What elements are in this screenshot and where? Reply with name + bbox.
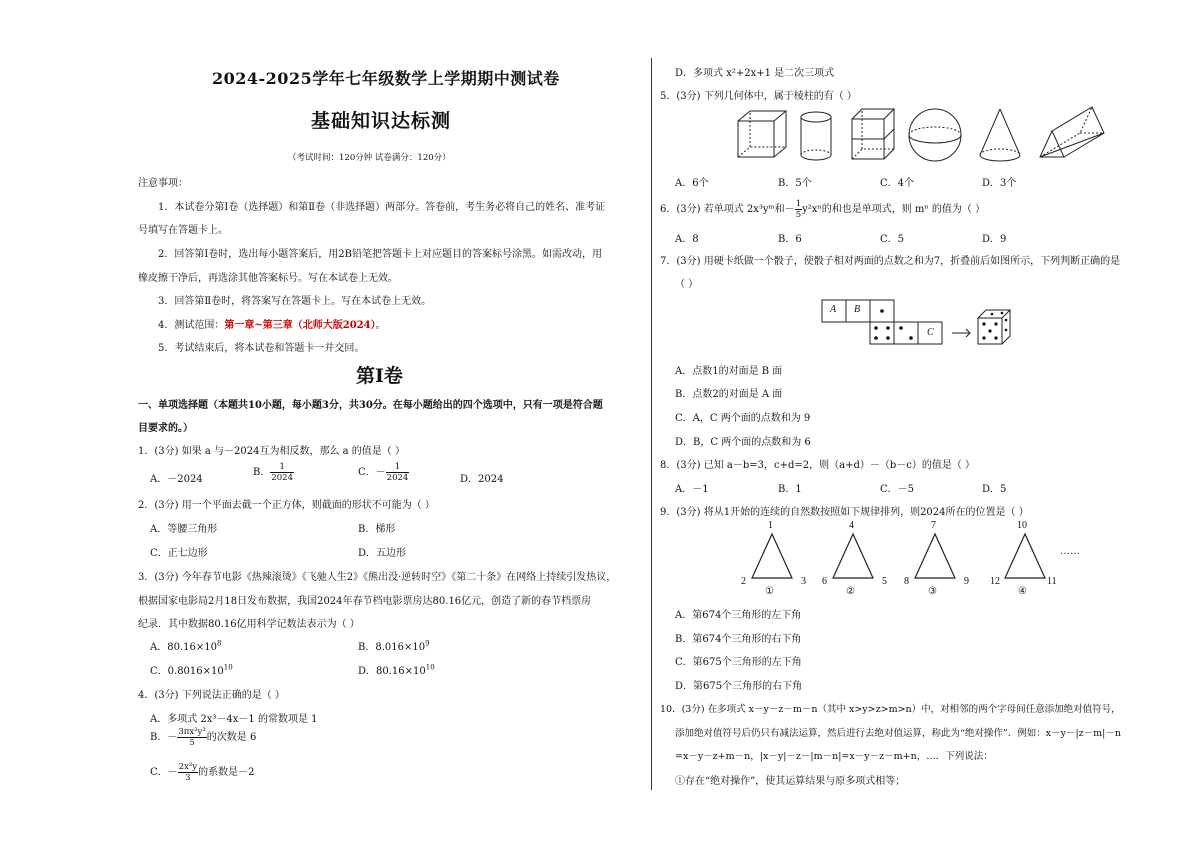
q7-option-d: D．B，C 两个面的点数和为 6 [675,437,811,448]
q4-option-c-suffix: 的系数是－2 [198,767,255,778]
notice-item-4-prefix: 4．测试范围： [158,320,225,331]
q3-option-d-base: D．80.16×10 [358,666,426,677]
q7-dice-net-figure [820,298,1020,350]
q8-option-b: B．1 [778,484,802,495]
section-intro-a: 一、单项选择题（本题共10小题，每小题3分，共30分。在每小题给出的四个选项中，只有一项是符合题 [138,400,603,411]
fraction-denominator: 3 [185,773,191,783]
fraction-denominator: 5 [795,210,802,220]
section-intro-b: 目要求的。） [138,423,193,434]
tri1-label: ① [765,586,774,597]
exam-title: 2024-2025学年七年级数学上学期期中测试卷 [212,69,560,88]
tri3-left: 8 [904,576,909,587]
exam-info: （考试时间：120分钟 试卷满分：120分） [288,153,451,163]
q2-option-c: C．正七边形 [150,548,208,559]
net-cell-c: C [927,327,934,338]
test-scope: 第一章~第三章（北师大版2024） [224,320,376,331]
fraction-numerator: 1 [270,462,294,473]
q1-option-b-prefix: B． [253,467,271,478]
q4-option-a: A．多项式 2x³－4x－1 的常数项是 1 [150,714,318,725]
q6-stem [660,199,985,220]
q9-option-d: D．第675个三角形的右下角 [675,681,803,692]
q8-option-c: C．－5 [880,484,915,495]
tri2-label: ② [846,586,855,597]
q6-option-b: B．6 [778,234,802,245]
q10-stem-c: =x－y－z+m－n，|x－y|－z－|m－n|=x－y－z－m+n，…．下列说法： [675,751,993,762]
q1-option-c-prefix: C．－ [358,467,386,478]
exponent: 8 [216,639,222,648]
q3-option-c-base: C．0.8016×10 [150,666,224,677]
cone-icon [980,109,1020,161]
q6-fraction [795,199,802,220]
triangular-prism-icon [1040,107,1104,157]
q4-option-c [150,762,254,783]
tri1-left: 2 [741,576,746,587]
q6-option-c: C．5 [880,234,905,245]
q8-stem: 8．(3分) 已知 a－b=3，c+d=2，则（a+d）－（b－c）的值是（ ） [660,460,976,471]
tri2-top: 4 [849,520,854,531]
net-cell-b: B [854,304,861,315]
tri4-left: 12 [990,576,1000,587]
cube-icon [738,111,786,157]
tri1-right: 3 [801,576,806,587]
q6-stem-suffix: y²xⁿ的和也是单项式，则 mⁿ 的值为（ ） [802,204,986,215]
q9-stem: 9．(3分) 将从1开始的连续的自然数按照如下规律排列，则2024所在的位置是（ ） [660,507,1029,518]
fraction-numerator: 3πx²y³ [178,727,206,737]
notice-item-2a: 2．回答第Ⅰ卷时，选出每小题答案后，用2B铅笔把答题卡上对应题目的答案标号涂黑。如需改动，用 [158,249,603,260]
q3-stem-c: 纪录．其中数据80.16亿用科学记数法表示为（ ） [138,619,360,630]
exponent: 10 [223,663,233,672]
tri3-label: ③ [928,586,937,597]
q7-option-a: A．点数1的对面是 B 面 [675,366,783,377]
q3-option-d [358,662,435,677]
prism-icon [852,109,894,159]
q4-option-b-fraction [177,727,206,748]
q7-stem-a: 7．(3分) 用硬卡纸做一个骰子，使骰子相对两面的点数之和为7，折叠前后如图所示，下列判断正确的是 [660,256,1121,267]
q1-option-c [358,462,409,483]
q2-stem: 2．(3分) 用一个平面去截一个正方体，则截面的形状不可能为（ ） [138,500,435,511]
q4-option-c-prefix: C．－ [150,767,178,778]
tri3-right: 9 [964,576,969,587]
exponent: 10 [425,663,435,672]
q6-option-a: A．8 [675,234,699,245]
q7-option-b: B．点数2的对面是 A 面 [675,389,783,400]
column-divider [651,58,652,790]
q9-option-c: C．第675个三角形的左下角 [675,657,802,668]
q5-solids-figure [730,105,1110,165]
tri2-left: 6 [822,576,827,587]
q4-option-b-prefix: B．－ [150,732,178,743]
notice-item-4 [158,316,386,331]
q1-option-d: D．2024 [460,474,504,485]
q9-option-b: B．第674个三角形的右下角 [675,634,802,645]
q1-option-b-fraction [270,462,294,483]
q3-option-a-base: A．80.16×10 [150,642,217,653]
q9-option-a: A．第674个三角形的左下角 [675,610,802,621]
fraction-numerator: 1 [795,199,802,209]
q5-option-c: C．4个 [880,178,915,189]
tri4-top: 10 [1017,520,1027,531]
tri3-top: 7 [931,520,936,531]
q3-stem-a: 3．(3分) 今年春节电影《热辣滚烫》《飞驰人生2》《熊出没·逆转时空》《第二十条》在网络上持续引发热议， [138,572,617,583]
q2-option-b: B．梯形 [358,524,396,535]
q1-option-c-fraction [386,462,410,483]
q6-stem-prefix: 6．(3分) 若单项式 2x³yᵐ和－ [660,204,795,215]
q4-option-b [150,727,256,748]
q2-option-d: D．五边形 [358,548,407,559]
fraction-denominator: 2024 [386,473,409,483]
q1-option-a: A．－2024 [150,474,203,485]
tri2-right: 5 [882,576,887,587]
q7-option-c: C．A，C 两个面的点数和为 9 [675,413,811,424]
arrow-icon [952,329,970,337]
net-cell-a: A [830,304,837,315]
tri4-right: 11 [1047,576,1057,587]
tri1-top: 1 [768,520,773,531]
tri-ellipsis: …… [1060,546,1080,557]
q5-stem: 5．(3分) 下列几何体中，属于棱柱的有（ ） [660,91,857,102]
notice-item-1a: 1．本试卷分第Ⅰ卷（选择题）和第Ⅱ卷（非选择题）两部分。答卷前，考生务必将自己的姓名、准考证 [158,202,606,213]
notice-heading: 注意事项： [138,178,188,189]
fraction-denominator: 2024 [271,473,293,483]
q3-option-a [150,638,221,653]
q2-option-a: A．等腰三角形 [150,524,218,535]
q1-stem: 1．(3分) 如果 a 与－2024互为相反数，那么 a 的值是（ ） [138,446,405,457]
q9-triangles-figure [740,530,1060,582]
exponent: 9 [425,639,430,648]
q3-option-b-base: B．8.016×10 [358,642,426,653]
q5-option-d: D．3个 [982,178,1017,189]
q4-option-c-fraction [178,762,198,783]
q3-option-b [358,638,430,653]
notice-item-2b: 橡皮擦干净后，再选涂其他答案标号。写在本试卷上无效。 [138,273,398,284]
q10-stem-b: 添加绝对值符号后仍只有减法运算，然后进行去绝对值运算，称此为“绝对操作”．例如：x－y－|z－m|－n [675,728,1121,739]
cylinder-icon [801,112,831,160]
q3-option-c [150,662,233,677]
q7-stem-b: （ ） [675,279,699,290]
fraction-numerator: 1 [386,462,410,473]
q8-option-d: D．5 [982,484,1007,495]
fraction-numerator: 2x²y [178,762,198,772]
q4-option-d: D．多项式 x²+2x+1 是二次三项式 [675,68,835,79]
q1-option-b [253,462,294,483]
exam-subtitle: 基础知识达标测 [311,110,452,132]
notice-item-5: 5．考试结束后，将本试卷和答题卡一并交回。 [158,343,365,354]
q5-option-a: A．6个 [675,178,709,189]
q10-stem-a: 10．(3分) 在多项式 x－y－z－m－n（其中 x>y>z>m>n）中，对相邻的两个字母间任意添加绝对值符号， [660,704,1121,715]
q4-option-b-suffix: 的次数是 6 [206,732,257,743]
q6-option-d: D．9 [982,234,1007,245]
q3-stem-b: 根据国家电影局2月18日发布数据，我国2024年春节档电影票房达80.16亿元，创造了新的春节档票房 [138,596,592,607]
q10-item-1: ①存在“绝对操作”，使其运算结果与原多项式相等； [675,776,906,787]
q8-option-a: A．－1 [675,484,709,495]
notice-item-4-suffix: 。 [375,320,386,331]
section-heading: 第Ⅰ卷 [356,365,403,387]
notice-item-1b: 号填写在答题卡上。 [138,225,228,236]
fraction-denominator: 5 [189,738,195,748]
notice-item-3: 3．回答第Ⅱ卷时，将答案写在答题卡上。写在本试卷上无效。 [158,296,432,307]
sphere-icon [909,109,961,161]
q5-option-b: B．5个 [778,178,812,189]
tri4-label: ④ [1018,586,1027,597]
q4-stem: 4．(3分) 下列说法正确的是（ ） [138,690,285,701]
